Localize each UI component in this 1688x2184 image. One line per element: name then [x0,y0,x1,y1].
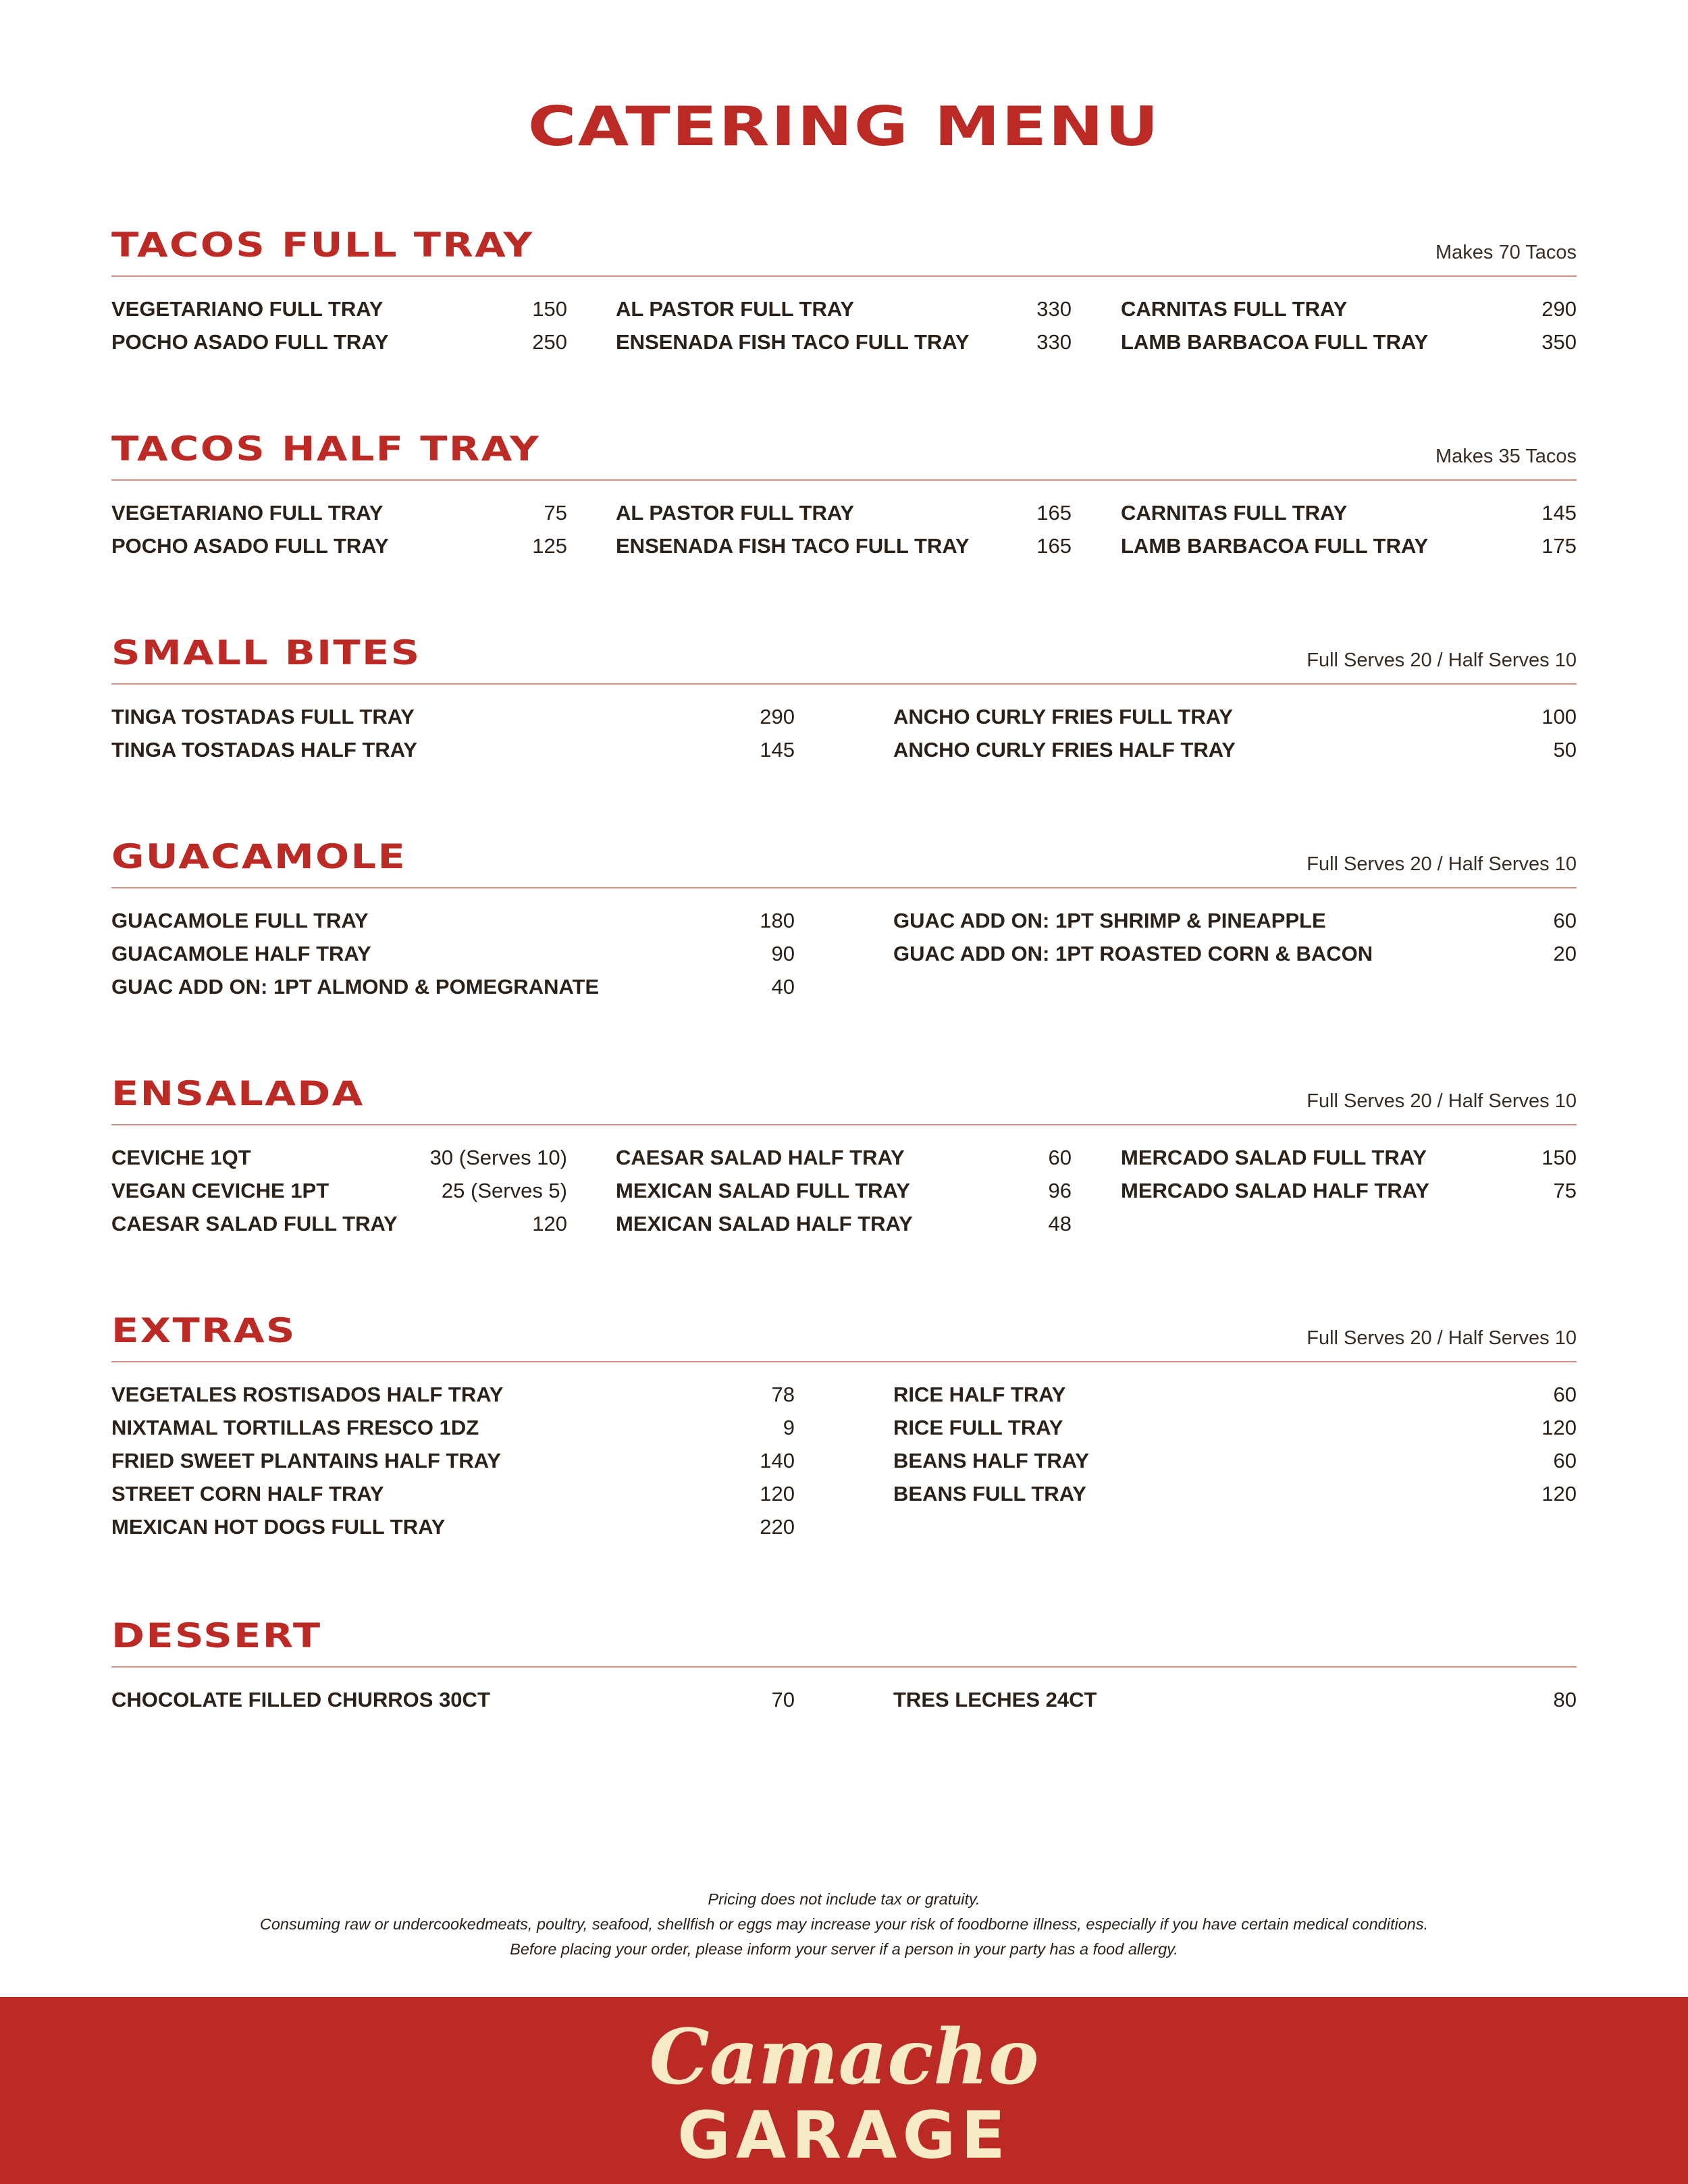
item-price: 60 [1048,1146,1072,1169]
section-ensalada [111,1065,1577,1281]
menu-item [1121,1146,1577,1179]
item-price: 150 [1541,1146,1577,1169]
menu-item [111,534,567,567]
menu-item [616,1212,1072,1245]
menu-item [616,501,1072,534]
item-price: 180 [760,909,795,932]
item-price: 220 [760,1515,795,1539]
section-divider [111,887,1577,888]
section-small-bites [111,624,1577,840]
section-divider [111,275,1577,277]
menu-item [111,942,795,975]
menu-item [893,1482,1577,1515]
item-name: BEANS FULL TRAY [893,1482,1086,1506]
item-name: VEGETARIANO FULL TRAY [111,501,384,525]
menu-column [893,705,1577,771]
item-price: 290 [1541,297,1577,321]
menu-item [111,1449,795,1482]
section-header [111,420,1577,481]
menu-item [111,501,567,534]
menu-item [111,705,795,738]
item-name: MEXICAN HOT DOGS FULL TRAY [111,1515,446,1539]
menu-item [111,1146,567,1179]
item-price: 175 [1541,534,1577,558]
item-name: ANCHO CURLY FRIES FULL TRAY [893,705,1233,728]
menu-column [1121,501,1577,567]
item-name: AL PASTOR FULL TRAY [616,297,855,321]
item-price: 290 [760,705,795,728]
item-name: ENSENADA FISH TACO FULL TRAY [616,330,970,354]
menu-item [893,942,1577,975]
item-name: GUACAMOLE FULL TRAY [111,909,369,932]
disclaimer-line: Consuming raw or undercookedmeats, poultry, seafood, shellfish or eggs may increase your risk of foodborne illness, especially if you have certain medical conditions. [259,1915,1429,1933]
menu-column [111,1688,795,1721]
page-title: CATERING MENU [527,95,1161,158]
menu-column [111,297,567,363]
menu-column [111,1146,567,1245]
item-name: MERCADO SALAD FULL TRAY [1121,1146,1427,1169]
menu-column [1121,297,1577,363]
section-tacos-half-tray [111,420,1577,636]
item-price: 78 [771,1383,795,1406]
section-title: ENSALADA [111,1074,365,1113]
section-header [111,216,1577,277]
item-price: 165 [1036,534,1072,558]
item-name: CAESAR SALAD FULL TRAY [111,1212,398,1235]
section-divider [111,1124,1577,1125]
menu-item [893,705,1577,738]
item-name: ANCHO CURLY FRIES HALF TRAY [893,738,1236,762]
item-name: MERCADO SALAD HALF TRAY [1121,1179,1429,1202]
item-price: 75 [1553,1179,1577,1202]
item-name: MEXICAN SALAD FULL TRAY [616,1179,910,1202]
item-name: LAMB BARBACOA FULL TRAY [1121,534,1429,558]
item-price: 120 [1541,1482,1577,1506]
section-guacamole [111,828,1577,1044]
section-title: DESSERT [111,1616,322,1655]
section-extras [111,1302,1577,1558]
menu-item [111,975,795,1008]
item-price: 350 [1541,330,1577,354]
item-price: 330 [1036,330,1072,354]
menu-item [893,1416,1577,1449]
menu-item [616,1146,1072,1179]
menu-item [1121,330,1577,363]
item-name: POCHO ASADO FULL TRAY [111,534,389,558]
menu-column [893,1688,1577,1721]
menu-item [616,1179,1072,1212]
item-price: 90 [771,942,795,965]
item-price: 9 [783,1416,795,1439]
item-name: BEANS HALF TRAY [893,1449,1089,1472]
section-header [111,1302,1577,1362]
menu-item [1121,501,1577,534]
menu-item [111,909,795,942]
disclaimer-line: Pricing does not include tax or gratuity. [708,1890,980,1908]
item-price: 60 [1553,909,1577,932]
item-name: VEGETALES ROSTISADOS HALF TRAY [111,1383,504,1406]
menu-item [893,1449,1577,1482]
section-header [111,1065,1577,1125]
item-name: MEXICAN SALAD HALF TRAY [616,1212,913,1235]
item-name: GUACAMOLE HALF TRAY [111,942,371,965]
logo-script-text: Camacho [649,2013,1039,2102]
item-price: 20 [1553,942,1577,965]
section-note: Full Serves 20 / Half Serves 10 [1307,1327,1577,1349]
section-tacos-full-tray [111,216,1577,432]
section-header [111,1607,1577,1668]
section-note: Full Serves 20 / Half Serves 10 [1307,649,1577,671]
menu-item [111,1515,795,1548]
section-note: Makes 70 Tacos [1435,242,1577,263]
camacho-garage-logo [0,1997,1688,2184]
item-price: 145 [1541,501,1577,525]
menu-column [111,501,567,567]
menu-columns [111,1383,1577,1558]
menu-columns [111,501,1577,636]
section-divider [111,683,1577,685]
menu-item [111,330,567,363]
menu-column [111,1383,795,1548]
logo-block-text: GARAGE [677,2098,1011,2173]
menu-column [893,1383,1577,1515]
menu-column [616,1146,1072,1245]
item-price: 120 [1541,1416,1577,1439]
menu-item [616,330,1072,363]
menu-item [893,909,1577,942]
item-name: POCHO ASADO FULL TRAY [111,330,389,354]
item-price: 125 [532,534,567,558]
menu-column [1121,1146,1577,1212]
menu-column [893,909,1577,975]
item-name: CARNITAS FULL TRAY [1121,297,1348,321]
item-price: 250 [532,330,567,354]
item-price: 75 [544,501,567,525]
item-price: 40 [771,975,795,998]
footer-band [0,1997,1688,2184]
menu-item [111,1383,795,1416]
section-divider [111,1666,1577,1668]
item-name: CEVICHE 1QT [111,1146,251,1169]
menu-item [1121,534,1577,567]
item-price: 70 [771,1688,795,1711]
item-price: 80 [1553,1688,1577,1711]
section-title: EXTRAS [111,1311,296,1350]
item-name: GUAC ADD ON: 1PT ROASTED CORN & BACON [893,942,1373,965]
menu-column [111,909,795,1008]
footer-disclaimer [0,1887,1688,1962]
section-title: TACOS FULL TRAY [111,225,534,265]
menu-item [111,1482,795,1515]
menu-item [1121,1179,1577,1212]
section-divider [111,479,1577,481]
item-name: RICE FULL TRAY [893,1416,1063,1439]
item-name: ENSENADA FISH TACO FULL TRAY [616,534,970,558]
section-divider [111,1361,1577,1362]
menu-item [893,1688,1577,1721]
menu-columns [111,705,1577,840]
menu-item [1121,297,1577,330]
section-note: Full Serves 20 / Half Serves 10 [1307,853,1577,875]
menu-item [111,297,567,330]
item-price: 330 [1036,297,1072,321]
item-price: 120 [760,1482,795,1506]
item-price: 60 [1553,1383,1577,1406]
section-title: SMALL BITES [111,633,421,672]
item-name: TRES LECHES 24CT [893,1688,1097,1711]
menu-item [893,738,1577,771]
menu-columns [111,909,1577,1044]
menu-item [111,1179,567,1212]
item-price: 25 (Serves 5) [441,1179,567,1202]
item-name: VEGETARIANO FULL TRAY [111,297,384,321]
section-note: Full Serves 20 / Half Serves 10 [1307,1090,1577,1112]
section-title: TACOS HALF TRAY [111,429,541,469]
menu-column [111,705,795,771]
item-name: NIXTAMAL TORTILLAS FRESCO 1DZ [111,1416,479,1439]
item-name: RICE HALF TRAY [893,1383,1066,1406]
menu-columns [111,1146,1577,1281]
menu-item [111,1212,567,1245]
menu-item [111,1416,795,1449]
item-price: 150 [532,297,567,321]
item-name: TINGA TOSTADAS HALF TRAY [111,738,417,762]
item-price: 145 [760,738,795,762]
menu-item [616,297,1072,330]
item-price: 48 [1048,1212,1072,1235]
item-name: CARNITAS FULL TRAY [1121,501,1348,525]
menu-columns [111,297,1577,432]
item-price: 50 [1553,738,1577,762]
item-name: TINGA TOSTADAS FULL TRAY [111,705,415,728]
menu-column [616,297,1072,363]
disclaimer-line: Before placing your order, please inform your server if a person in your party has a food allergy. [510,1940,1178,1958]
item-name: VEGAN CEVICHE 1PT [111,1179,329,1202]
menu-columns [111,1688,1577,1823]
section-note: Makes 35 Tacos [1435,446,1577,467]
menu-column [616,501,1072,567]
item-name: AL PASTOR FULL TRAY [616,501,855,525]
item-name: FRIED SWEET PLANTAINS HALF TRAY [111,1449,501,1472]
menu-item [893,1383,1577,1416]
item-name: CAESAR SALAD HALF TRAY [616,1146,905,1169]
item-name: GUAC ADD ON: 1PT SHRIMP & PINEAPPLE [893,909,1326,932]
item-name: CHOCOLATE FILLED CHURROS 30CT [111,1688,490,1711]
item-name: STREET CORN HALF TRAY [111,1482,384,1506]
menu-item [111,1688,795,1721]
section-title: GUACAMOLE [111,837,407,876]
item-price: 165 [1036,501,1072,525]
section-dessert [111,1607,1577,1823]
item-name: GUAC ADD ON: 1PT ALMOND & POMEGRANATE [111,975,600,998]
menu-item [616,534,1072,567]
section-header [111,624,1577,685]
item-price: 120 [532,1212,567,1235]
item-price: 100 [1541,705,1577,728]
section-header [111,828,1577,888]
item-price: 96 [1048,1179,1072,1202]
item-price: 60 [1553,1449,1577,1472]
menu-item [111,738,795,771]
item-name: LAMB BARBACOA FULL TRAY [1121,330,1429,354]
item-price: 30 (Serves 10) [429,1146,567,1169]
item-price: 140 [760,1449,795,1472]
